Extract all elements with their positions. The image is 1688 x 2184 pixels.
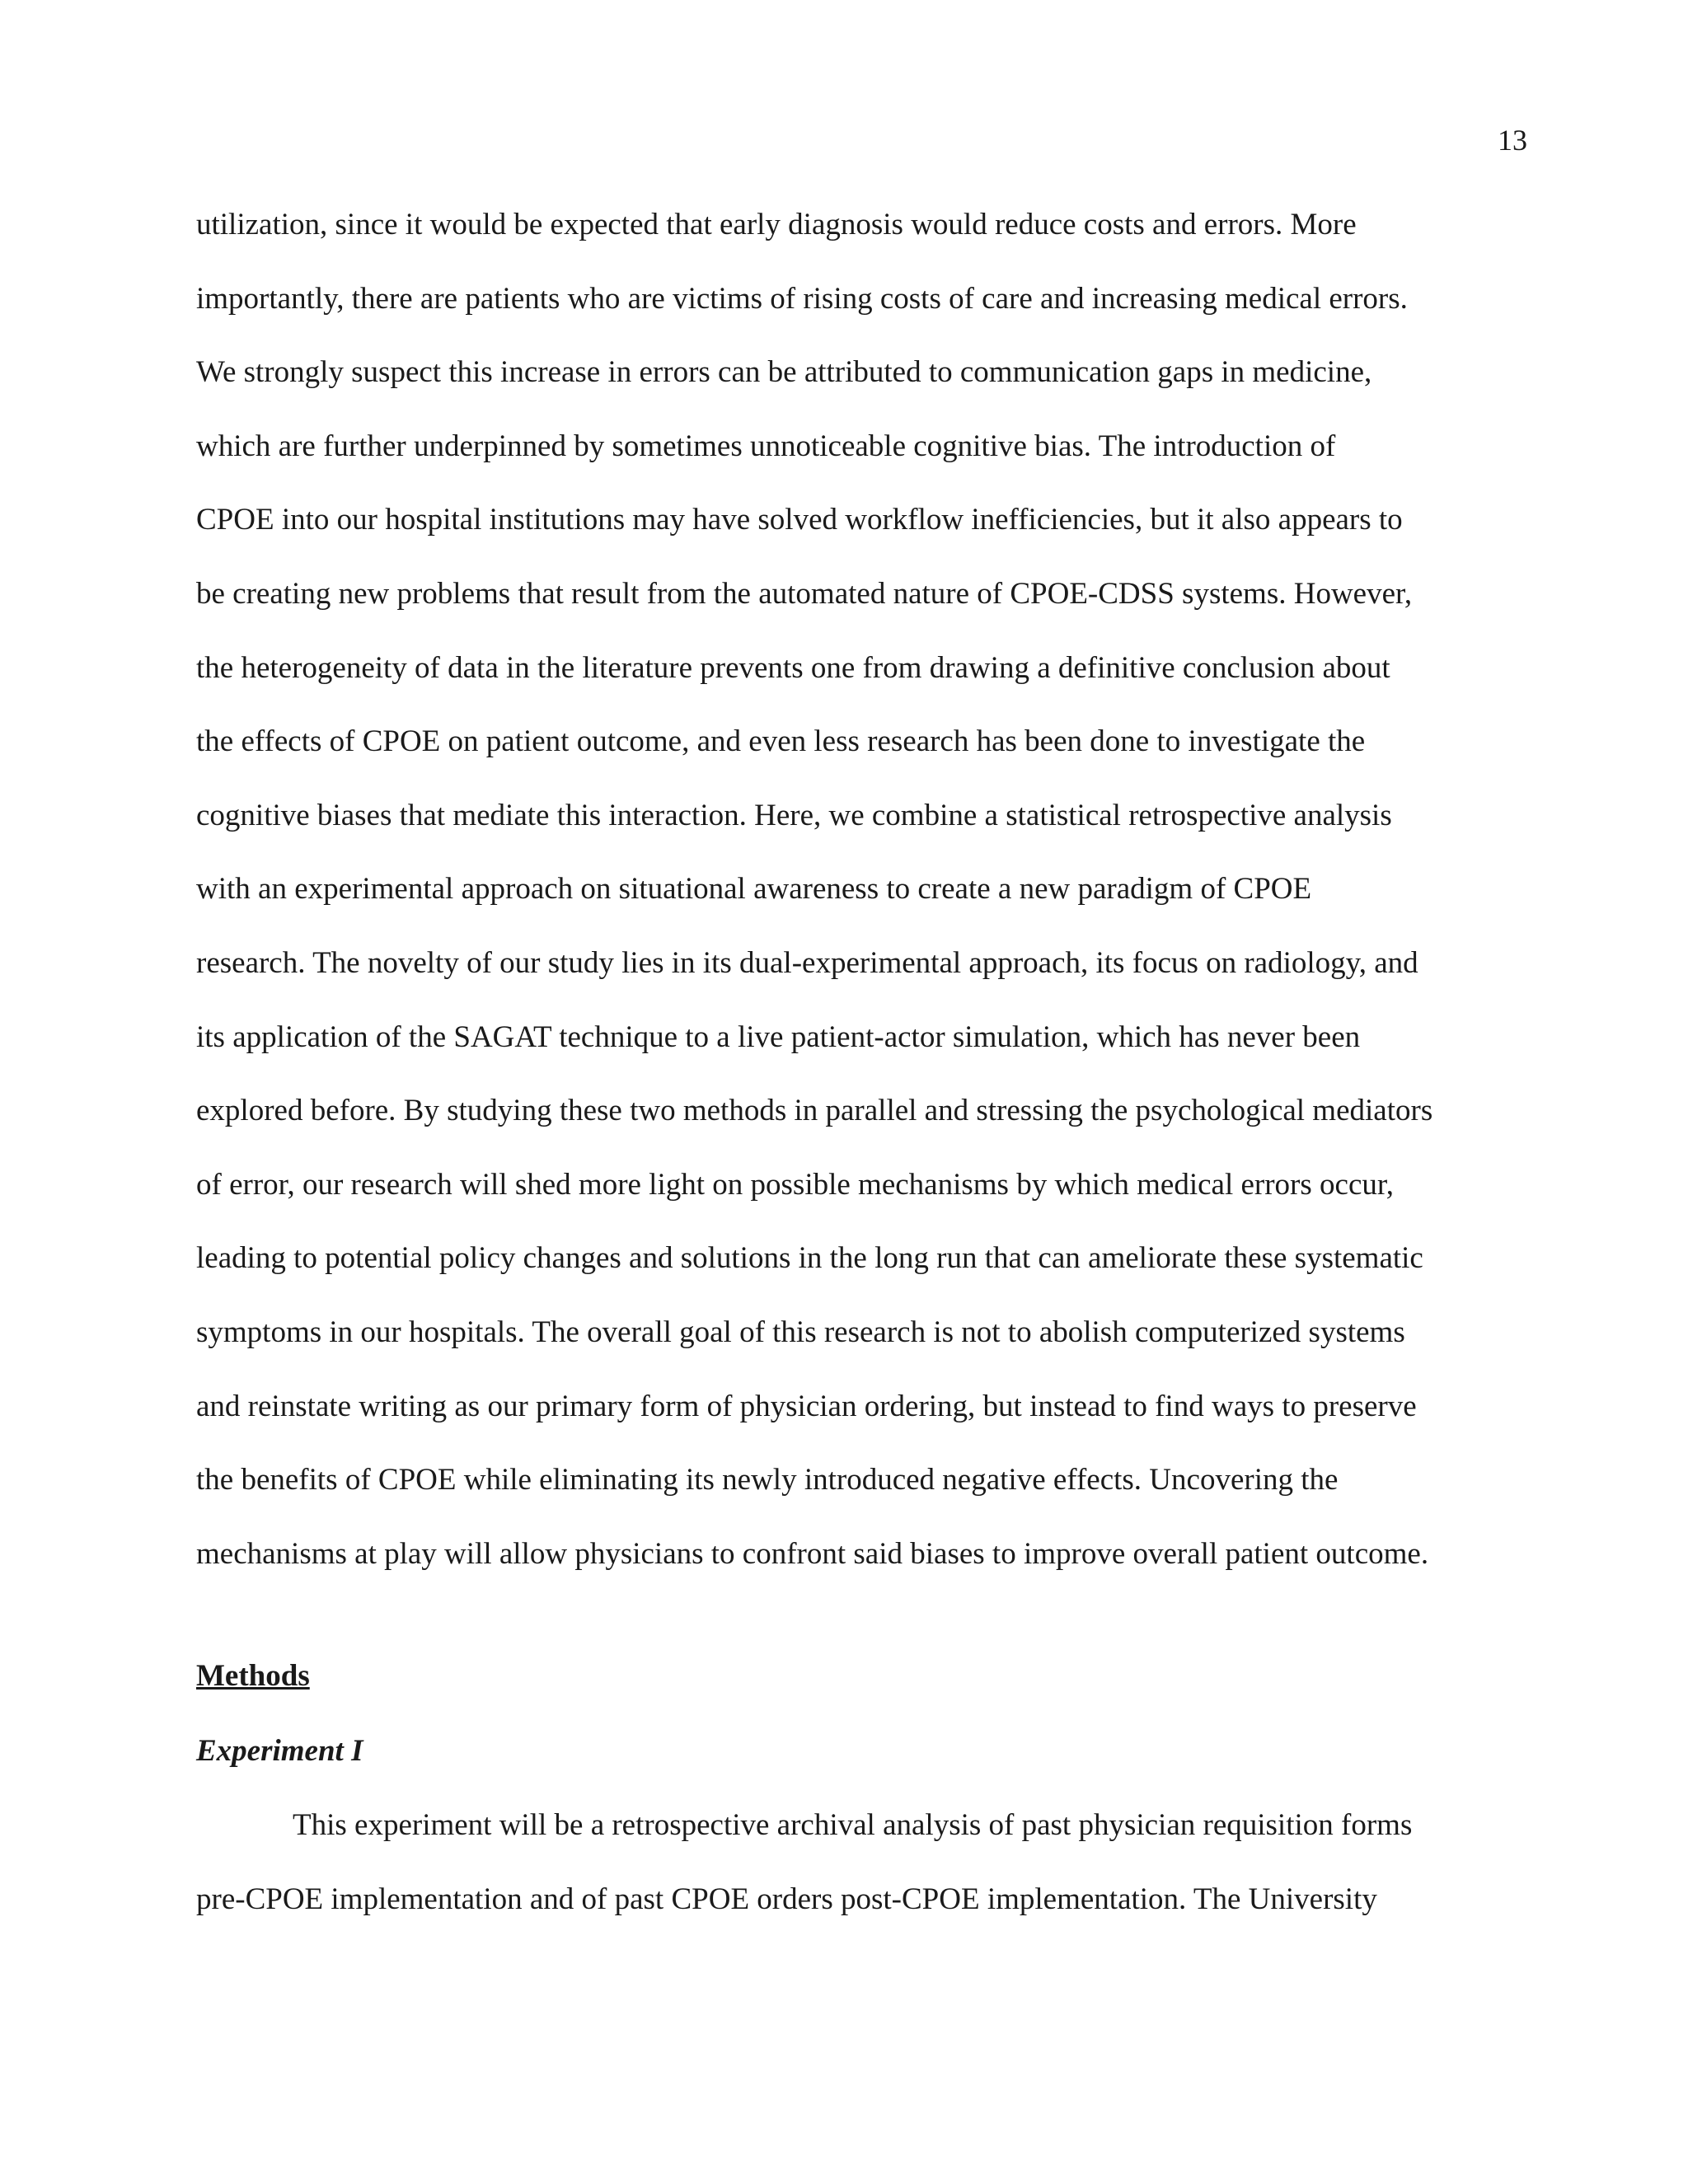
subsection-heading-experiment-1: Experiment I <box>196 1734 363 1768</box>
section-heading-methods: Methods <box>196 1659 310 1693</box>
paragraph-line: importantly, there are patients who are victims of rising costs of care and increasing medical errors. <box>196 281 1408 316</box>
paragraph-line: with an experimental approach on situational awareness to create a new paradigm of CPOE <box>196 872 1312 907</box>
paragraph-line: its application of the SAGAT technique to a live patient-actor simulation, which has never been <box>196 1019 1361 1054</box>
paragraph-line: CPOE into our hospital institutions may have solved workflow inefficiencies, but it also appears to <box>196 503 1403 537</box>
paragraph-line: We strongly suspect this increase in errors can be attributed to communication gaps in medicine, <box>196 355 1372 390</box>
paragraph-line: the benefits of CPOE while eliminating its newly introduced negative effects. Uncovering the <box>196 1463 1339 1497</box>
methods-paragraph <box>196 1788 1492 1936</box>
paragraph-line: cognitive biases that mediate this interaction. Here, we combine a statistical retrospective analysis <box>196 798 1392 832</box>
paragraph-line: leading to potential policy changes and solutions in the long run that can ameliorate these systematic <box>196 1241 1423 1276</box>
paragraph-line: which are further underpinned by sometimes unnoticeable cognitive bias. The introduction of <box>196 429 1336 463</box>
paragraph-line: symptoms in our hospitals. The overall goal of this research is not to abolish computerized systems <box>196 1315 1405 1349</box>
paragraph-line: of error, our research will shed more light on possible mechanisms by which medical errors occur, <box>196 1167 1394 1202</box>
paragraph-line: be creating new problems that result from the automated nature of CPOE-CDSS systems. However, <box>196 576 1413 611</box>
paragraph-line: utilization, since it would be expected that early diagnosis would reduce costs and errors. More <box>196 208 1357 241</box>
paragraph-line: mechanisms at play will allow physicians to confront said biases to improve overall patient outcome. <box>196 1536 1429 1571</box>
paragraph-line: the heterogeneity of data in the literature prevents one from drawing a definitive conclusion about <box>196 650 1390 685</box>
paragraph-line: and reinstate writing as our primary form of physician ordering, but instead to find ways to preserve <box>196 1389 1417 1423</box>
page-number: 13 <box>1498 124 1527 157</box>
paragraph-line: the effects of CPOE on patient outcome, and even less research has been done to investigate the <box>196 724 1366 759</box>
paragraph-line: explored before. By studying these two methods in parallel and stressing the psychological mediators <box>196 1094 1433 1128</box>
intro-paragraph <box>196 188 1492 1591</box>
paragraph-line: research. The novelty of our study lies in its dual-experimental approach, its focus on radiology, and <box>196 945 1418 980</box>
paragraph-line: This experiment will be a retrospective archival analysis of past physician requisition forms <box>293 1808 1413 1842</box>
paragraph-line: pre-CPOE implementation and of past CPOE orders post-CPOE implementation. The University <box>196 1882 1377 1916</box>
